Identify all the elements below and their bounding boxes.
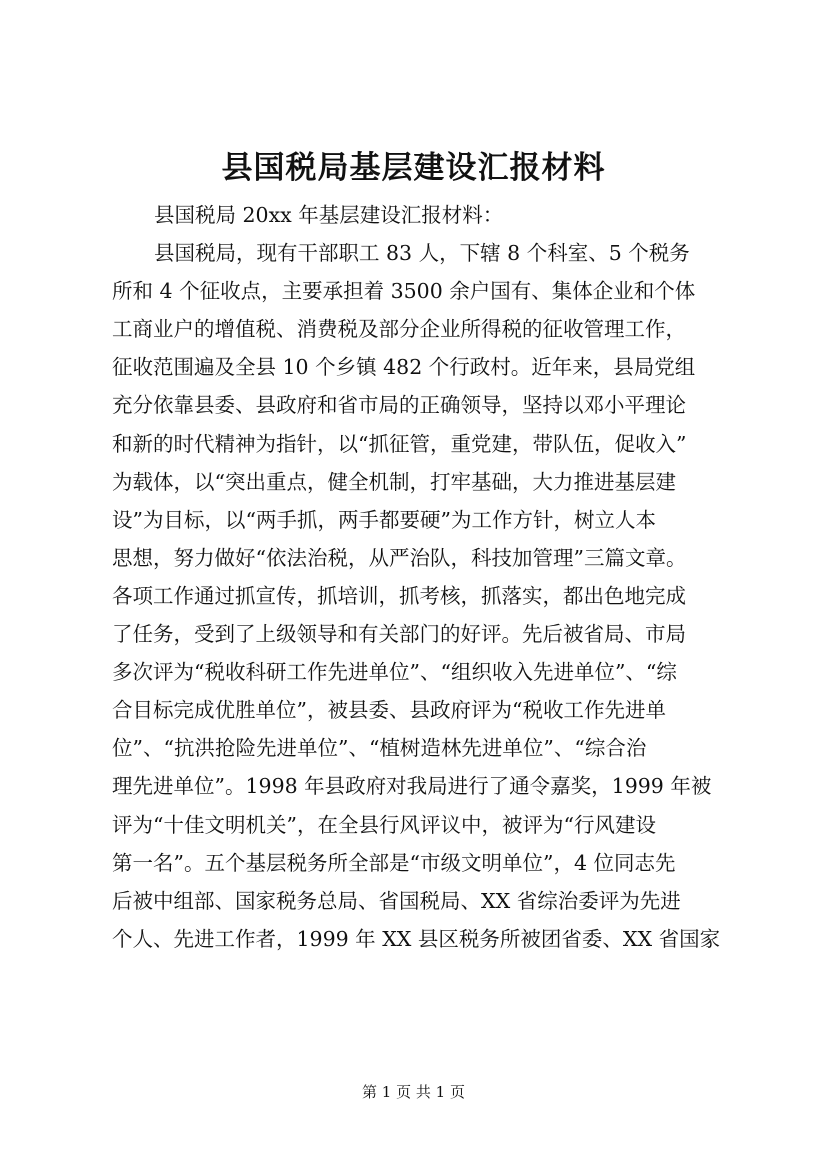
body-line: 个人、先进工作者，1999 年 XX 县区税务所被团省委、XX 省国家 [112,926,721,951]
body-line: 了任务，受到了上级领导和有关部门的好评。先后被省局、市局 [112,622,686,647]
body-line: 充分依靠县委、县政府和省市局的正确领导，坚持以邓小平理论 [112,393,686,418]
page-footer [0,1081,827,1103]
body-line: 思想，努力做好“依法治税，从严治队，科技加管理”三篇文章。 [112,545,687,570]
body-line: 征收范围遍及全县 10 个乡镇 482 个行政村。近年来，县局党组 [112,355,696,380]
body-line: 工商业户的增值税、消费税及部分企业所得税的征收管理工作， [112,317,686,342]
body-line: 多次评为“税收科研工作先进单位”、“组织收入先进单位”、“综 [112,660,677,685]
body-line: 第一名”。五个基层税务所全部是“市级文明单位”，4 位同志先 [112,850,676,875]
body-line: 设”为目标，以“两手抓，两手都要硬”为工作方针，树立人本 [112,507,656,532]
document-body [112,196,740,958]
body-line: 评为“十佳文明机关”，在全县行风评议中，被评为“行风建设 [112,812,656,837]
body-line: 县国税局，现有干部职工 83 人，下辖 8 个科室、5 个税务 [154,241,690,266]
body-line: 后被中组部、国家税务总局、省国税局、XX 省综治委评为先进 [112,888,681,913]
body-line: 理先进单位”。1998 年县政府对我局进行了通令嘉奖，1999 年被 [112,774,712,799]
body-line: 合目标完成优胜单位”，被县委、县政府评为“税收工作先进单 [112,698,666,723]
document-title: 县国税局基层建设汇报材料 [221,150,606,186]
body-line: 所和 4 个征收点，主要承担着 3500 余户国有、集体企业和个体 [112,279,696,304]
body-line: 位”、“抗洪抢险先进单位”、“植树造林先进单位”、“综合治 [112,736,647,761]
body-line: 县国税局 20xx 年基层建设汇报材料： [154,203,504,227]
body-line: 和新的时代精神为指针，以“抓征管，重党建，带队伍，促收入” [112,431,687,456]
body-line: 为载体，以“突出重点，健全机制，打牢基础，大力推进基层建 [112,469,676,494]
page-number: 第 1 页 共 1 页 [362,1083,465,1101]
body-line: 各项工作通过抓宣传，抓培训，抓考核，抓落实，都出色地完成 [112,583,686,608]
